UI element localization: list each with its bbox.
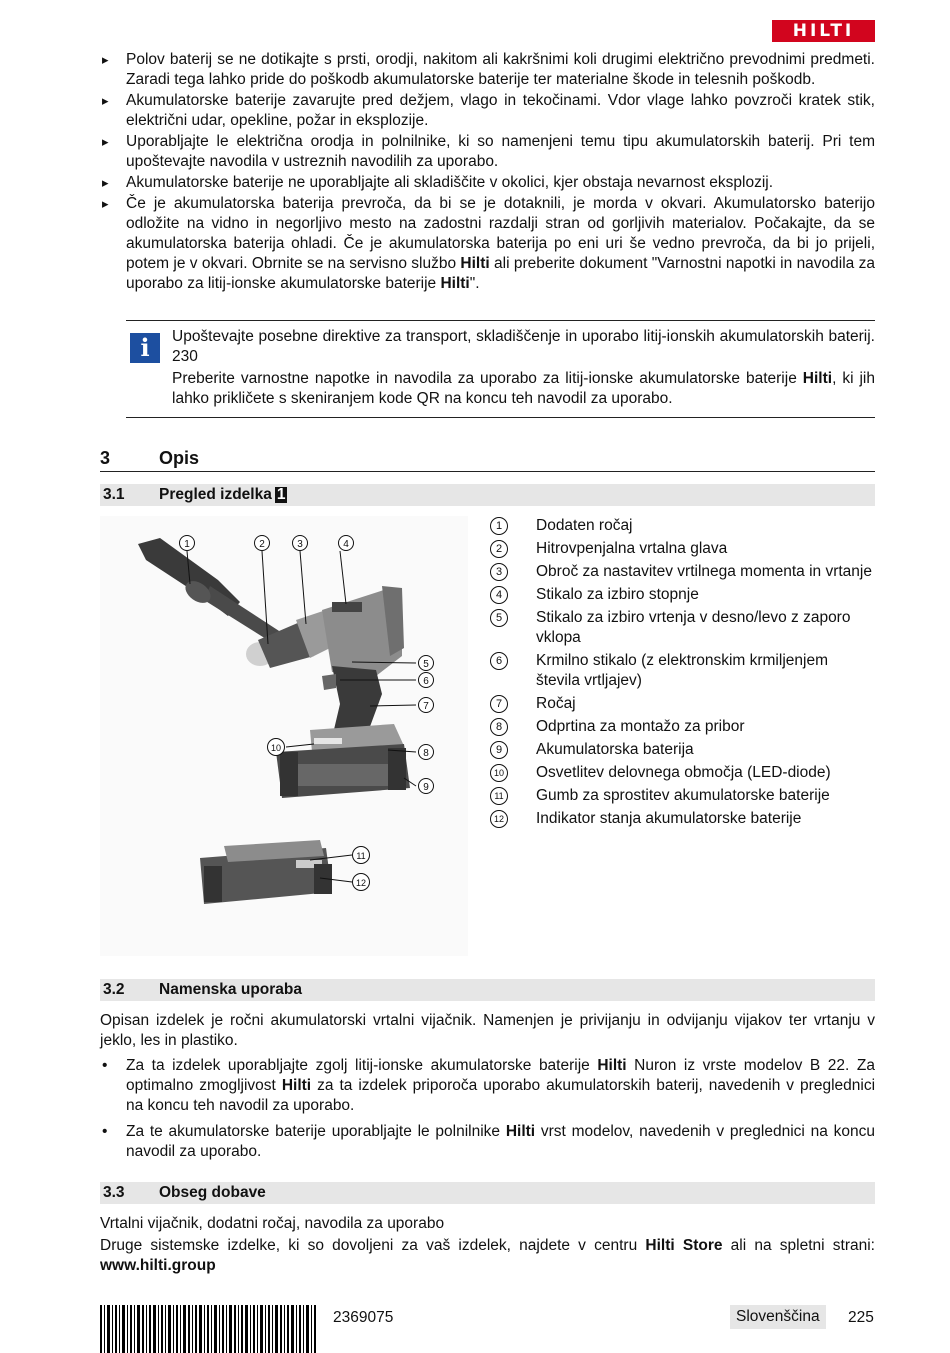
legend-number: 12 [490, 810, 508, 828]
svg-text:3: 3 [297, 539, 303, 550]
figure-reference[interactable]: 1 [276, 486, 286, 503]
svg-text:10: 10 [270, 743, 282, 753]
website-link[interactable]: www.hilti.group [100, 1257, 216, 1274]
section-heading-3: 3 Opis [100, 446, 875, 472]
page-number: 225 [848, 1309, 874, 1326]
legend-number: 8 [490, 718, 508, 736]
section-heading-3-3: 3.3 Obseg dobave [100, 1182, 875, 1204]
battery-shape [276, 744, 410, 798]
legend-number: 6 [490, 652, 508, 670]
svg-text:5: 5 [423, 659, 429, 670]
legend-number: 11 [490, 787, 508, 805]
intended-use-paragraph: Opisan izdelek je ročni akumulatorski vrtalni vijačnik. Namenjen je privijanju in odvijanju vijakov ter vrtanju v jeklo, les in plastiko. [100, 1012, 875, 1049]
component-legend [488, 516, 875, 832]
svg-text:9: 9 [423, 782, 429, 793]
list-item: ▸ Če je akumulatorska baterija prevroča, da bi se je dotaknili, je morda v okvari. Akumulatorsko baterijo odložite na vidno in negorljivo mesto na zadostni razdalji stran od gorljivih materialov. Počakajte, da se akumulatorska baterija ohladi. Če je akumulatorska baterija po eni uri še vedno prevroča, da bi jo prijeli, potem je v okvari. Obrnite se na servisno službo Hilti ali preberite dokument "Varnostni napotki in navodila za uporabo za litij-ionske akumulatorske baterije Hilti". [100, 194, 875, 294]
legend-item: 11 Gumb za sprostitev akumulatorske baterije [488, 786, 875, 806]
svg-text:2: 2 [259, 539, 265, 550]
list-item: ▸ Akumulatorske baterije ne uporabljajte ali skladiščite v okolici, kjer obstaja nevarnost eksplozij. [100, 173, 875, 193]
note-line: Preberite varnostne napotke in navodila za uporabo za litij-ionske akumulatorske baterije Hilti, ki jih lahko prikličete s skeniranjem kode QR na koncu teh navodil za uporabo. [172, 370, 875, 407]
legend-number: 9 [490, 741, 508, 759]
legend-number: 5 [490, 609, 508, 627]
legend-number: 1 [490, 517, 508, 535]
list-item: • Za ta izdelek uporabljajte zgolj litij-ionske akumulatorske baterije Hilti Nuron iz vrste modelov B 22. Za optimalno zmogljivost Hilti za ta izdelek priporoča uporabo akumulatorskih baterij, navedenih v preglednici na koncu teh navodil za uporabo. [100, 1056, 875, 1116]
svg-text:6: 6 [423, 676, 429, 687]
info-note [126, 320, 875, 418]
legend-number: 4 [490, 586, 508, 604]
legend-item: 2 Hitrovpenjalna vrtalna glava [488, 539, 875, 559]
system-products-line: Druge sistemske izdelke, ki so dovoljeni za vaš izdelek, najdete v centru Hilti Store ali na spletni strani: www.hilti.group [100, 1237, 875, 1274]
legend-item: 7 Ročaj [488, 694, 875, 714]
legend-item: 8 Odprtina za montažo za pribor [488, 717, 875, 737]
svg-text:4: 4 [343, 539, 349, 550]
legend-number: 7 [490, 695, 508, 713]
legend-item: 9 Akumulatorska baterija [488, 740, 875, 760]
legend-number: 3 [490, 563, 508, 581]
svg-text:11: 11 [356, 851, 366, 861]
safety-bullet-list [100, 50, 875, 295]
list-item: ▸ Uporabljajte le električna orodja in polnilnike, ki so namenjeni temu tipu akumulatorskih baterij. Pri tem upoštevajte navodila v ustreznih navodilih za uporabo. [100, 132, 875, 172]
list-item: • Za te akumulatorske baterije uporabljajte le polnilnike Hilti vrst modelov, navedenih v preglednici na koncu navodil za uporabo. [100, 1122, 875, 1162]
legend-item: 6 Krmilno stikalo (z elektronskim krmiljenjem števila vrtljajev) [488, 651, 875, 691]
list-item: ▸ Polov baterij se ne dotikajte s prsti, orodji, nakitom ali kakršnimi koli drugimi električno prevodnimi predmeti. Zaradi tega lahko pride do poškodb akumulatorske baterije ter materialne škode in telesnih poškodb. [100, 50, 875, 90]
section-heading-3-1: 3.1 Pregled izdelka 1 [100, 484, 875, 506]
legend-item: 10 Osvetlitev delovnega območja (LED-diode) [488, 763, 875, 783]
section-heading-3-2: 3.2 Namenska uporaba [100, 979, 875, 1001]
product-illustration [100, 516, 468, 956]
legend-number: 2 [490, 540, 508, 558]
hilti-logo: HILTI [772, 20, 875, 42]
note-line: Upoštevajte posebne direktive za transport, skladiščenje in uporabo litij-ionskih akumulatorskih baterij. 230 [172, 328, 875, 365]
barcode [100, 1305, 318, 1353]
document-number: 2369075 [333, 1309, 394, 1326]
svg-text:8: 8 [423, 748, 429, 759]
language-label: Slovenščina [730, 1305, 826, 1329]
svg-text:12: 12 [355, 878, 367, 888]
legend-item: 12 Indikator stanja akumulatorske baterije [488, 809, 875, 829]
legend-item: 4 Stikalo za izbiro stopnje [488, 585, 875, 605]
svg-text:1: 1 [184, 539, 190, 550]
legend-item: 5 Stikalo za izbiro vrtenja v desno/levo z zaporo vklopa [488, 608, 875, 648]
legend-item: 3 Obroč za nastavitev vrtilnega momenta in vrtanje [488, 562, 875, 582]
intended-use-list [100, 1056, 875, 1168]
legend-item: 1 Dodaten ročaj [488, 516, 875, 536]
delivery-scope-line: Vrtalni vijačnik, dodatni ročaj, navodila za uporabo [100, 1215, 445, 1232]
list-item: ▸ Akumulatorske baterije zavarujte pred dežjem, vlago in tekočinami. Vdor vlage lahko povzroči kratek stik, električni udar, opekline, požar in eksplozije. [100, 91, 875, 131]
info-icon: i [130, 333, 160, 363]
legend-number: 10 [490, 764, 508, 782]
svg-text:7: 7 [423, 701, 429, 712]
